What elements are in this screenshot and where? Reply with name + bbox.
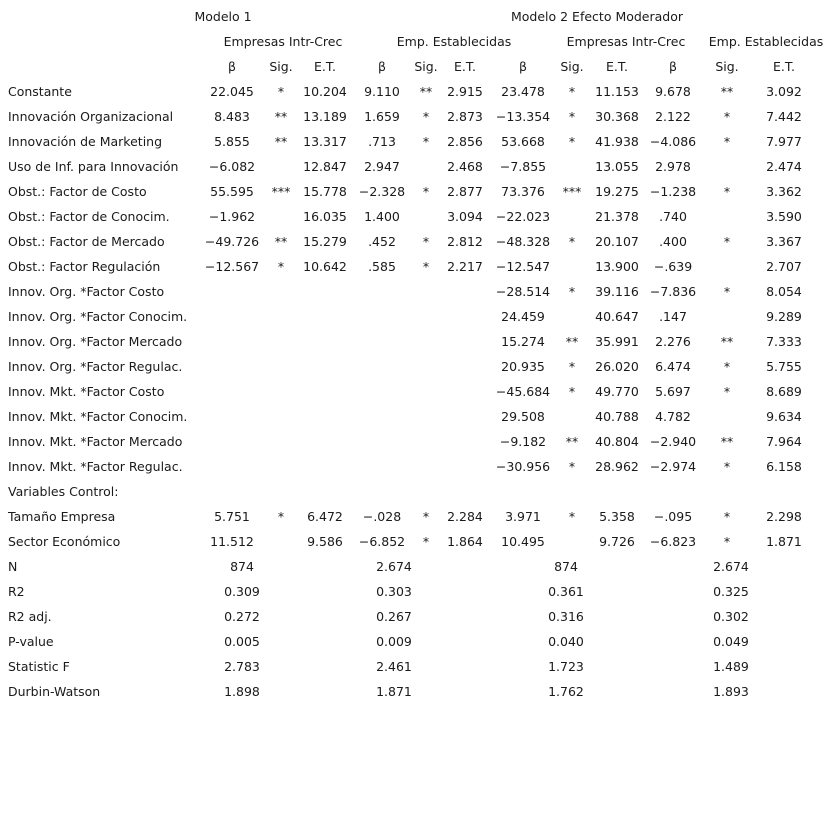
- table-cell: −7.836: [649, 284, 697, 299]
- row-label: Innov. Mkt. *Factor Regulac.: [8, 459, 183, 474]
- table-cell: **: [565, 334, 579, 349]
- table-cell: 2.122: [655, 109, 691, 124]
- table-cell: *: [723, 184, 731, 199]
- table-cell: 13.055: [595, 159, 639, 174]
- stat-label: R2 adj.: [8, 609, 52, 624]
- table-cell: −48.328: [495, 234, 551, 249]
- table-cell: *: [723, 534, 731, 549]
- table-cell: .452: [368, 234, 396, 249]
- table-cell: 2.877: [447, 184, 483, 199]
- row-label: Tamaño Empresa: [8, 509, 116, 524]
- table-cell: −12.567: [204, 259, 260, 274]
- table-cell: 55.595: [210, 184, 254, 199]
- column-header: β: [669, 59, 677, 74]
- table-cell: −49.726: [204, 234, 260, 249]
- column-header: E.T.: [606, 59, 628, 74]
- table-cell: 2.474: [766, 159, 802, 174]
- table-cell: ***: [271, 184, 291, 199]
- table-cell: 23.478: [501, 84, 545, 99]
- stat-value: 0.009: [376, 634, 412, 649]
- table-cell: 3.362: [766, 184, 802, 199]
- table-cell: .713: [368, 134, 396, 149]
- table-cell: 5.855: [214, 134, 250, 149]
- table-cell: −.028: [362, 509, 402, 524]
- row-label: Innov. Mkt. *Factor Mercado: [8, 434, 183, 449]
- table-cell: 10.642: [303, 259, 347, 274]
- table-cell: 21.378: [595, 209, 639, 224]
- table-cell: 7.977: [766, 134, 802, 149]
- table-cell: 28.962: [595, 459, 639, 474]
- table-cell: 9.586: [307, 534, 343, 549]
- table-cell: 1.871: [766, 534, 802, 549]
- table-cell: **: [720, 434, 734, 449]
- table-cell: 24.459: [501, 309, 545, 324]
- column-header: β: [519, 59, 527, 74]
- column-header: Sig.: [560, 59, 584, 74]
- table-cell: 7.333: [766, 334, 802, 349]
- table-cell: *: [723, 134, 731, 149]
- table-cell: 35.991: [595, 334, 639, 349]
- table-cell: 11.153: [595, 84, 639, 99]
- table-cell: 11.512: [210, 534, 254, 549]
- table-cell: *: [422, 259, 430, 274]
- table-cell: 2.217: [447, 259, 483, 274]
- table-cell: 9.634: [766, 409, 802, 424]
- table-cell: 2.284: [447, 509, 483, 524]
- table-cell: **: [565, 434, 579, 449]
- table-cell: −6.823: [649, 534, 697, 549]
- table-cell: 13.900: [595, 259, 639, 274]
- table-cell: 41.938: [595, 134, 639, 149]
- table-cell: 49.770: [595, 384, 639, 399]
- table-cell: 39.116: [595, 284, 639, 299]
- stat-value: 2.461: [376, 659, 412, 674]
- group-header: Emp. Establecidas: [396, 34, 512, 49]
- table-cell: **: [274, 234, 288, 249]
- table-cell: 9.110: [364, 84, 400, 99]
- table-cell: *: [277, 509, 285, 524]
- table-cell: 20.107: [595, 234, 639, 249]
- table-cell: *: [568, 384, 576, 399]
- table-cell: *: [277, 84, 285, 99]
- table-cell: −.095: [653, 509, 693, 524]
- table-cell: 5.697: [655, 384, 691, 399]
- row-label: Obst.: Factor de Mercado: [8, 234, 165, 249]
- stat-value: 0.302: [713, 609, 749, 624]
- table-cell: 2.707: [766, 259, 802, 274]
- table-cell: 1.659: [364, 109, 400, 124]
- table-cell: 13.317: [303, 134, 347, 149]
- stat-value: 1.489: [713, 659, 749, 674]
- table-cell: 8.483: [214, 109, 250, 124]
- table-cell: 73.376: [501, 184, 545, 199]
- stat-value: 1.871: [376, 684, 412, 699]
- table-cell: 19.275: [595, 184, 639, 199]
- stat-value: 0.309: [224, 584, 260, 599]
- stat-value: 1.898: [224, 684, 260, 699]
- row-label: Innov. Org. *Factor Conocim.: [8, 309, 188, 324]
- table-cell: 15.279: [303, 234, 347, 249]
- table-cell: 1.400: [364, 209, 400, 224]
- stat-value: 0.005: [224, 634, 260, 649]
- table-cell: 53.668: [501, 134, 545, 149]
- table-cell: 2.812: [447, 234, 483, 249]
- table-cell: 9.289: [766, 309, 802, 324]
- stat-value: 2.783: [224, 659, 260, 674]
- column-header: β: [228, 59, 236, 74]
- table-cell: −13.354: [495, 109, 551, 124]
- row-label: Innov. Org. *Factor Regulac.: [8, 359, 183, 374]
- table-cell: .585: [368, 259, 396, 274]
- stat-value: 2.674: [713, 559, 749, 574]
- column-header: Sig.: [414, 59, 438, 74]
- stat-value: 0.040: [548, 634, 584, 649]
- table-cell: 40.647: [595, 309, 639, 324]
- table-cell: 40.804: [595, 434, 639, 449]
- row-label: Innov. Org. *Factor Mercado: [8, 334, 183, 349]
- stat-value: 874: [554, 559, 578, 574]
- table-cell: 40.788: [595, 409, 639, 424]
- table-cell: 20.935: [501, 359, 545, 374]
- table-cell: −1.962: [208, 209, 256, 224]
- table-cell: 5.751: [214, 509, 250, 524]
- table-cell: 5.755: [766, 359, 802, 374]
- stat-value: 2.674: [376, 559, 412, 574]
- column-header: Sig.: [269, 59, 293, 74]
- table-cell: *: [568, 284, 576, 299]
- table-cell: 2.873: [447, 109, 483, 124]
- table-cell: 26.020: [595, 359, 639, 374]
- table-cell: **: [274, 134, 288, 149]
- table-cell: 7.964: [766, 434, 802, 449]
- column-header: Sig.: [715, 59, 739, 74]
- table-cell: *: [723, 109, 731, 124]
- table-cell: 2.978: [655, 159, 691, 174]
- table-cell: −45.684: [495, 384, 551, 399]
- row-label: Innov. Mkt. *Factor Costo: [8, 384, 165, 399]
- table-cell: *: [568, 234, 576, 249]
- table-cell: 2.276: [655, 334, 691, 349]
- table-cell: 2.298: [766, 509, 802, 524]
- table-cell: *: [568, 84, 576, 99]
- stat-value: 1.893: [713, 684, 749, 699]
- table-cell: 6.474: [655, 359, 691, 374]
- table-cell: 15.274: [501, 334, 545, 349]
- table-cell: **: [720, 334, 734, 349]
- row-label: Innovación Organizacional: [8, 109, 174, 124]
- table-cell: *: [568, 509, 576, 524]
- table-cell: *: [723, 509, 731, 524]
- row-label: Constante: [8, 84, 72, 99]
- table-cell: −1.238: [649, 184, 697, 199]
- table-cell: 8.689: [766, 384, 802, 399]
- table-cell: −7.855: [499, 159, 547, 174]
- table-cell: *: [723, 284, 731, 299]
- column-header: β: [378, 59, 386, 74]
- table-cell: 2.856: [447, 134, 483, 149]
- stat-value: 1.723: [548, 659, 584, 674]
- table-cell: *: [422, 234, 430, 249]
- row-label: Innovación de Marketing: [8, 134, 163, 149]
- table-cell: 2.947: [364, 159, 400, 174]
- table-cell: 29.508: [501, 409, 545, 424]
- table-cell: 3.590: [766, 209, 802, 224]
- table-cell: −6.852: [358, 534, 406, 549]
- table-cell: 16.035: [303, 209, 347, 224]
- model2-title: Modelo 2 Efecto Moderador: [510, 9, 684, 24]
- table-cell: 7.442: [766, 109, 802, 124]
- row-label: Innov. Org. *Factor Costo: [8, 284, 165, 299]
- table-cell: −.639: [653, 259, 693, 274]
- group-header: Emp. Establecidas: [708, 34, 824, 49]
- table-cell: *: [422, 509, 430, 524]
- table-cell: 9.678: [655, 84, 691, 99]
- table-cell: 3.094: [447, 209, 483, 224]
- table-cell: −12.547: [495, 259, 551, 274]
- table-cell: **: [419, 84, 433, 99]
- stat-value: 874: [230, 559, 254, 574]
- stat-value: 0.049: [713, 634, 749, 649]
- table-cell: 9.726: [599, 534, 635, 549]
- table-cell: −28.514: [495, 284, 551, 299]
- table-cell: 4.782: [655, 409, 691, 424]
- table-cell: 30.368: [595, 109, 639, 124]
- row-label: Sector Económico: [8, 534, 121, 549]
- model1-title: Modelo 1: [194, 9, 252, 24]
- stat-value: 0.267: [376, 609, 412, 624]
- table-cell: *: [568, 359, 576, 374]
- table-cell: *: [422, 134, 430, 149]
- stat-value: 0.325: [713, 584, 749, 599]
- group-header: Empresas Intr-Crec: [223, 34, 343, 49]
- column-header: E.T.: [773, 59, 795, 74]
- table-cell: *: [568, 134, 576, 149]
- table-cell: −2.328: [358, 184, 406, 199]
- table-cell: *: [723, 384, 731, 399]
- table-cell: 8.054: [766, 284, 802, 299]
- table-cell: 15.778: [303, 184, 347, 199]
- table-cell: *: [422, 109, 430, 124]
- table-cell: −22.023: [495, 209, 551, 224]
- row-label: Variables Control:: [8, 484, 119, 499]
- stat-label: Durbin-Watson: [8, 684, 101, 699]
- table-cell: *: [422, 534, 430, 549]
- table-cell: .400: [659, 234, 687, 249]
- table-cell: 3.971: [505, 509, 541, 524]
- column-header: E.T.: [454, 59, 476, 74]
- table-cell: 13.189: [303, 109, 347, 124]
- stat-value: 0.303: [376, 584, 412, 599]
- table-cell: 6.472: [307, 509, 343, 524]
- table-cell: 3.367: [766, 234, 802, 249]
- column-header: E.T.: [314, 59, 336, 74]
- table-cell: ***: [562, 184, 582, 199]
- table-cell: −2.940: [649, 434, 697, 449]
- stat-label: R2: [8, 584, 25, 599]
- table-cell: **: [720, 84, 734, 99]
- table-cell: 5.358: [599, 509, 635, 524]
- table-cell: 10.204: [303, 84, 347, 99]
- row-label: Obst.: Factor de Costo: [8, 184, 147, 199]
- table-cell: −9.182: [499, 434, 547, 449]
- group-header: Empresas Intr-Crec: [566, 34, 686, 49]
- stat-label: P-value: [8, 634, 54, 649]
- table-cell: 2.915: [447, 84, 483, 99]
- row-label: Uso de Inf. para Innovación: [8, 159, 179, 174]
- stat-label: N: [8, 559, 18, 574]
- table-cell: *: [568, 109, 576, 124]
- table-cell: *: [277, 259, 285, 274]
- table-cell: .147: [659, 309, 687, 324]
- table-cell: 12.847: [303, 159, 347, 174]
- table-cell: 22.045: [210, 84, 254, 99]
- table-cell: .740: [659, 209, 687, 224]
- table-cell: −6.082: [208, 159, 256, 174]
- row-label: Innov. Mkt. *Factor Conocim.: [8, 409, 188, 424]
- table-cell: *: [723, 359, 731, 374]
- stat-value: 1.762: [548, 684, 584, 699]
- table-cell: **: [274, 109, 288, 124]
- row-label: Obst.: Factor de Conocim.: [8, 209, 170, 224]
- table-cell: 1.864: [447, 534, 483, 549]
- row-label: Obst.: Factor Regulación: [8, 259, 161, 274]
- table-cell: −2.974: [649, 459, 697, 474]
- table-cell: 10.495: [501, 534, 545, 549]
- table-cell: −30.956: [495, 459, 551, 474]
- table-cell: 3.092: [766, 84, 802, 99]
- table-cell: −4.086: [649, 134, 697, 149]
- stat-value: 0.272: [224, 609, 260, 624]
- stat-label: Statistic F: [8, 659, 70, 674]
- table-cell: 6.158: [766, 459, 802, 474]
- table-cell: *: [723, 459, 731, 474]
- table-cell: *: [568, 459, 576, 474]
- table-cell: *: [723, 234, 731, 249]
- stat-value: 0.361: [548, 584, 584, 599]
- stat-value: 0.316: [548, 609, 584, 624]
- table-cell: 2.468: [447, 159, 483, 174]
- table-cell: *: [422, 184, 430, 199]
